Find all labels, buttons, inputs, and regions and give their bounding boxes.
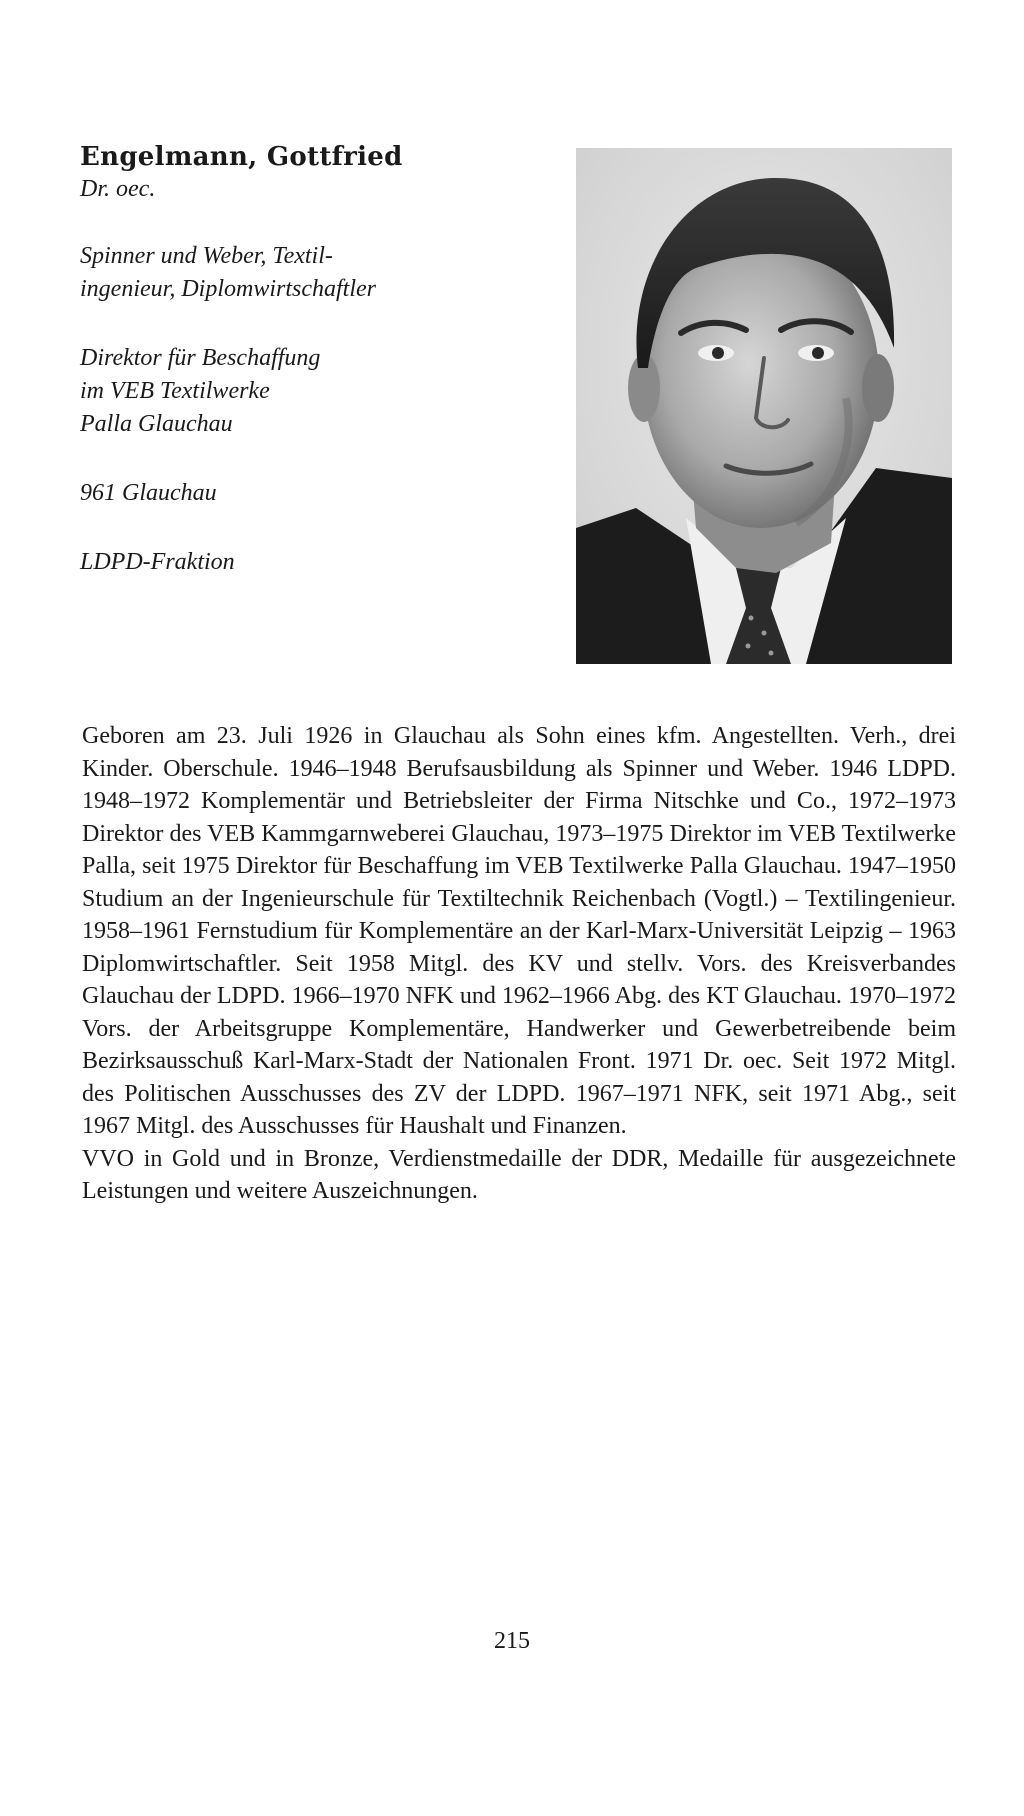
page-number: 215 [494,1628,530,1654]
academic-title: Dr. oec. [80,176,156,202]
position [80,342,550,441]
entry-header [80,140,550,579]
position-line: im VEB Textilwerke [80,378,270,404]
portrait-photo-icon [576,148,952,664]
position-line: Direktor für Beschaffung [80,345,321,371]
biography-paragraph: Geboren am 23. Juli 1926 in Glauchau als Sohn eines kfm. Angestellten. Verh., drei Kinder. Oberschule. 1946–1948 Berufsausbildung als Spinner und Weber. 1946 LDPD. 1948–1972 Komplementär und Betriebsleiter der Firma Nitschke und Co., 1972–1973 Direktor des VEB Kammgarnweberei Glauchau, 1973–1975 Direktor im VEB Textilwerke Palla, seit 1975 Direktor für Beschaffung im VEB Textilwerke Palla Glauchau. 1947–1950 Studium an der Ingenieurschule für Textiltechnik Reichenbach (Vogtl.) – Textilingenieur. 1958–1961 Fernstudium für Komplementäre an der Karl-Marx-Universität Leipzig – 1963 Diplomwirtschaftler. Seit 1958 Mitgl. des KV und stellv. Vors. des Kreisverbandes Glauchau der LDPD. 1966–1970 NFK und 1962–1966 Abg. des KT Glauchau. 1970–1972 Vors. der Arbeitsgruppe Komplementäre, Handwerker und Gewerbetreibende beim Bezirksausschuß Karl-Marx-Stadt der Nationalen Front. 1971 Dr. oec. Seit 1972 Mitgl. des Politischen Ausschusses des ZV der LDPD. 1967–1971 NFK, seit 1971 Abg., seit 1967 Mitgl. des Ausschusses für Haushalt und Finanzen. [82,723,956,1139]
address: 961 Glauchau [80,480,217,506]
person-name: Engelmann, Gottfried [80,142,403,172]
profession-line: Spinner und Weber, Textil- [80,243,333,269]
faction: LDPD-Fraktion [80,549,235,575]
biography [82,720,956,1208]
position-line: Palla Glauchau [80,411,233,437]
profession-line: ingenieur, Diplomwirtschaftler [80,276,376,302]
biography-paragraph: VVO in Gold und in Bronze, Verdienstmedaille der DDR, Medaille für ausgezeichnete Leistungen und weitere Auszeichnungen. [82,1145,956,1204]
profession [80,240,550,306]
